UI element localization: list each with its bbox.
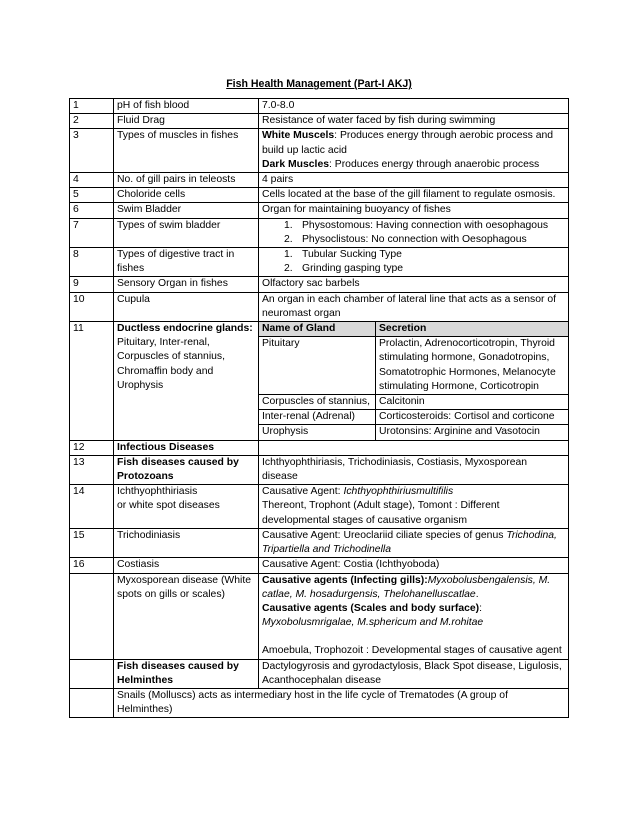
table-row: [70, 203, 569, 218]
row-term: Fish diseases caused by Protozoans: [114, 455, 259, 484]
row-term: Trichodiniasis: [114, 528, 259, 557]
table-row: [70, 558, 569, 573]
row-description: 7.0-8.0: [259, 99, 569, 114]
table-row: [70, 277, 569, 292]
row-description: Causative Agent: Costia (Ichthyoboda): [259, 558, 569, 573]
row-number: 15: [70, 528, 114, 557]
table-row: [70, 659, 569, 688]
row-number: 12: [70, 440, 114, 455]
dark-muscles-line: [262, 158, 565, 172]
list-text: Physostomous: Having connection with oesophagous: [302, 219, 549, 231]
numbered-list: [262, 248, 565, 276]
row-description: [259, 573, 569, 659]
white-muscles-line: [262, 129, 565, 157]
fact-table: [69, 98, 569, 718]
table-row: [70, 248, 569, 277]
gland-name: Inter-renal (Adrenal): [259, 410, 376, 425]
row-number: 10: [70, 292, 114, 321]
dark-muscles-text: : Produces energy through anaerobic process: [329, 158, 540, 170]
agent-species: Ichthyophthiriusmultifilis: [343, 486, 454, 498]
row-term: No. of gill pairs in teleosts: [114, 173, 259, 188]
table-row: [70, 528, 569, 557]
gland-secretion: Prolactin, Adrenocorticotropin, Thyroid stimulating hormone, Gonadotropins, Somatotrophic Hormones, Melanocyte stimulating Hormone, Corticotropin: [376, 337, 569, 395]
table-row: [70, 440, 569, 455]
secretion-column-header: Secretion: [376, 322, 569, 337]
row-description: [259, 485, 569, 529]
row-number: 14: [70, 485, 114, 529]
table-row: [70, 173, 569, 188]
row-term: Types of muscles in fishes: [114, 129, 259, 173]
row-number: [70, 573, 114, 659]
agent-genus: Tripartiella and Trichodinella: [262, 544, 391, 556]
row-description: Snails (Molluscs) acts as intermediary host in the life cycle of Trematodes (A group of Helminthes): [114, 688, 569, 717]
table-row: [70, 688, 569, 717]
list-text: Tubular Sucking Type: [302, 249, 402, 261]
row-term: [114, 485, 259, 529]
table-row: [70, 485, 569, 529]
row-number: 11: [70, 322, 114, 441]
list-number: 2.: [284, 263, 293, 275]
row-number: 13: [70, 455, 114, 484]
row-number: 16: [70, 558, 114, 573]
list-text: Physoclistous: No connection with Oesophagous: [302, 233, 527, 245]
row-description: Resistance of water faced by fish during swimming: [259, 114, 569, 129]
row-term: Choloride cells: [114, 188, 259, 203]
table-row: [70, 455, 569, 484]
endocrine-glands-heading: Ductless endocrine glands:: [117, 323, 253, 335]
list-number: 2.: [284, 233, 293, 245]
page-title: Fish Health Management (Part-I AKJ): [226, 78, 412, 90]
list-number: 1.: [284, 219, 293, 231]
row-number: 3: [70, 129, 114, 173]
list-text: Grinding gasping type: [302, 263, 404, 275]
row-term: Swim Bladder: [114, 203, 259, 218]
row-term: Myxosporean disease (White spots on gills or scales): [114, 573, 259, 659]
scale-agents-label: Causative agents (Scales and body surface): [262, 602, 480, 614]
gland-name: Corpuscles of stannius,: [259, 395, 376, 410]
scale-agents: [262, 602, 565, 616]
list-item: [262, 248, 565, 262]
row-description: An organ in each chamber of lateral line that acts as a sensor of neuromast organ: [259, 292, 569, 321]
row-number: [70, 688, 114, 717]
row-number: 9: [70, 277, 114, 292]
gland-column-header: Name of Gland: [259, 322, 376, 337]
gill-agents-label: Causative agents (Infecting gills):: [262, 574, 428, 586]
row-number: 8: [70, 248, 114, 277]
spacer: [262, 630, 565, 644]
numbered-list: [262, 219, 565, 247]
row-term: Costiasis: [114, 558, 259, 573]
row-description: Ichthyophthiriasis, Trichodiniasis, Costiasis, Myxosporean disease: [259, 455, 569, 484]
gill-agents-end: .: [475, 588, 479, 600]
row-description: 4 pairs: [259, 173, 569, 188]
table-row: [70, 188, 569, 203]
row-term: Fish diseases caused by Helminthes: [114, 659, 259, 688]
list-item: [262, 233, 565, 247]
agent-prefix: Causative Agent: Ureoclariid ciliate species of genus: [262, 529, 507, 541]
dark-muscles-label: Dark Muscles: [262, 158, 329, 170]
table-row: [70, 292, 569, 321]
table-row: [70, 99, 569, 114]
row-description: [259, 440, 569, 455]
row-description: Olfactory sac barbels: [259, 277, 569, 292]
row-number: 6: [70, 203, 114, 218]
gland-secretion: Calcitonin: [376, 395, 569, 410]
gland-name: Pituitary: [259, 337, 376, 395]
agent-prefix: Causative Agent:: [262, 486, 344, 498]
developmental-stages: Thereont, Trophont (Adult stage), Tomont : Different developmental stages of causative organism: [262, 500, 500, 526]
gland-secretion: Urotonsins: Arginine and Vasotocin: [376, 425, 569, 440]
white-muscles-label: White Muscels: [262, 130, 335, 142]
row-description: [259, 218, 569, 247]
row-description: [259, 248, 569, 277]
list-item: [262, 262, 565, 276]
term-line: or white spot diseases: [117, 500, 220, 512]
gland-secretion: Corticosteroids: Cortisol and corticone: [376, 410, 569, 425]
gill-agents-species: Myxobolusbengalensis, M. catlae, M. hosadurgensis, Thelohanelluscatlae: [262, 574, 551, 600]
table-row: [70, 114, 569, 129]
row-term: Infectious Diseases: [114, 440, 259, 455]
row-number: 5: [70, 188, 114, 203]
agent-genus: Trichodina,: [506, 529, 557, 541]
endocrine-glands-list: Pituitary, Inter-renal, Corpuscles of stannius, Chromaffin body and Urophysis: [117, 337, 226, 391]
causative-agent: [262, 485, 565, 499]
row-term: Types of swim bladder: [114, 218, 259, 247]
row-term: Sensory Organ in fishes: [114, 277, 259, 292]
row-description: [259, 129, 569, 173]
scale-agents-species: Myxobolusmrigalae, M.sphericum and M.rohitae: [262, 617, 484, 629]
causative-agent: [262, 529, 565, 543]
row-term: Fluid Drag: [114, 114, 259, 129]
row-number: 4: [70, 173, 114, 188]
row-description: [259, 528, 569, 557]
table-row: [70, 129, 569, 173]
row-term: Cupula: [114, 292, 259, 321]
row-number: 2: [70, 114, 114, 129]
term-line: Ichthyophthiriasis: [117, 486, 198, 498]
row-term: [114, 322, 259, 441]
gill-agents: [262, 574, 565, 602]
row-number: 7: [70, 218, 114, 247]
developmental-stages: Amoebula, Trophozoit : Developmental stages of causative agent: [262, 645, 562, 657]
list-item: [262, 219, 565, 233]
table-row: [70, 218, 569, 247]
table-row: [70, 573, 569, 659]
scale-agents-colon: :: [479, 602, 483, 614]
row-number: [70, 659, 114, 688]
list-number: 1.: [284, 249, 293, 261]
gland-name: Urophysis: [259, 425, 376, 440]
row-term: Types of digestive tract in fishes: [114, 248, 259, 277]
white-muscles-text: : Produces energy through aerobic process and build up lactic acid: [262, 130, 554, 156]
row-term: pH of fish blood: [114, 99, 259, 114]
row-description: Cells located at the base of the gill filament to regulate osmosis.: [259, 188, 569, 203]
table-row: [70, 322, 569, 337]
row-description: Organ for maintaining buoyancy of fishes: [259, 203, 569, 218]
row-number: 1: [70, 99, 114, 114]
row-description: Dactylogyrosis and gyrodactylosis, Black Spot disease, Ligulosis, Acanthocephalan disease: [259, 659, 569, 688]
